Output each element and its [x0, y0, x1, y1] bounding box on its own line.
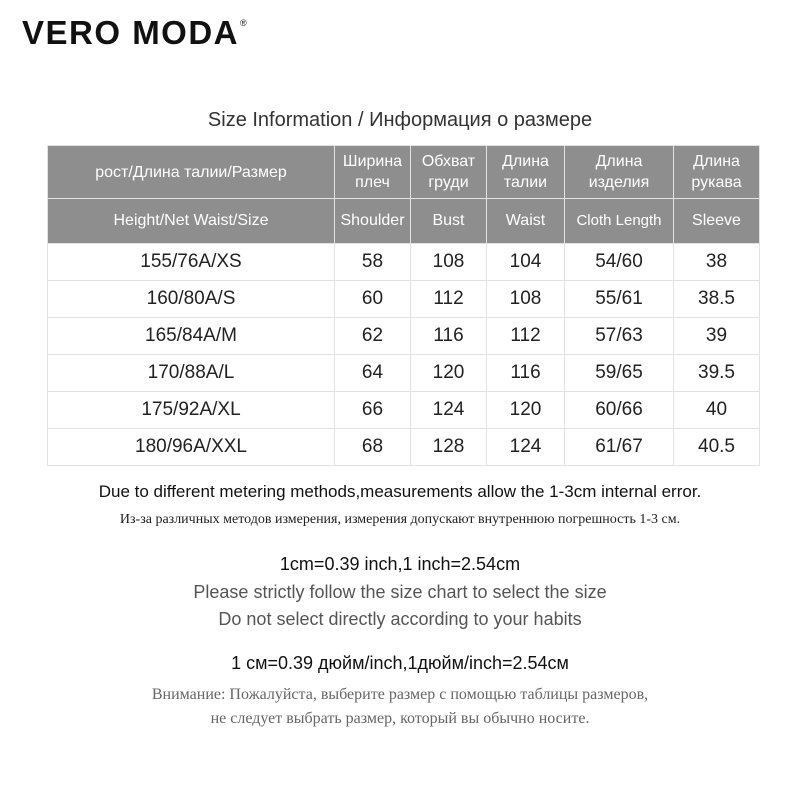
- brand-logo: [22, 14, 248, 52]
- warning-ru-line-2: не следует выбрать размер, который вы обычно носите.: [210, 710, 590, 727]
- cell-shoulder: 68: [335, 429, 411, 466]
- cell-sleeve: 39: [674, 318, 760, 355]
- cell-sleeve: 38: [674, 244, 760, 281]
- header-ru-waist: Длина талии: [487, 146, 565, 199]
- cell-sleeve: 40: [674, 392, 760, 429]
- cell-shoulder: 64: [335, 355, 411, 392]
- cell-bust: 128: [411, 429, 487, 466]
- header-ru-sleeve: Длина рукава: [674, 146, 760, 199]
- cell-bust: 124: [411, 392, 487, 429]
- brand-name: VERO MODA: [22, 14, 240, 51]
- cell-bust: 120: [411, 355, 487, 392]
- cell-size: 155/76A/XS: [48, 244, 335, 281]
- header-en-bust: Bust: [411, 199, 487, 244]
- table-header-en: [48, 199, 760, 244]
- cell-sleeve: 40.5: [674, 429, 760, 466]
- cell-length: 61/67: [565, 429, 674, 466]
- table-row: [48, 318, 760, 355]
- cell-length: 59/65: [565, 355, 674, 392]
- header-ru-shoulder: Ширина плеч: [335, 146, 411, 199]
- cell-size: 170/88A/L: [48, 355, 335, 392]
- cell-shoulder: 58: [335, 244, 411, 281]
- warning-ru-line-1: Внимание: Пожалуйста, выберите размер с помощью таблицы размеров,: [151, 686, 649, 703]
- cell-size: 180/96A/XXL: [48, 429, 335, 466]
- table-row: [48, 244, 760, 281]
- cell-bust: 108: [411, 244, 487, 281]
- cell-size: 175/92A/XL: [48, 392, 335, 429]
- header-en-waist: Waist: [487, 199, 565, 244]
- page-title: Size Information / Информация о размере: [207, 109, 593, 131]
- header-en-size: Height/Net Waist/Size: [48, 199, 335, 244]
- cell-size: 165/84A/M: [48, 318, 335, 355]
- cell-waist: 108: [487, 281, 565, 318]
- cell-bust: 112: [411, 281, 487, 318]
- table-row: [48, 392, 760, 429]
- cell-bust: 116: [411, 318, 487, 355]
- cell-waist: 124: [487, 429, 565, 466]
- cell-length: 54/60: [565, 244, 674, 281]
- conversion-note-en: 1cm=0.39 inch,1 inch=2.54cm: [279, 554, 521, 574]
- header-en-sleeve: Sleeve: [674, 199, 760, 244]
- cell-shoulder: 66: [335, 392, 411, 429]
- header-ru-size: рост/Длина талии/Размер: [48, 146, 335, 199]
- cell-sleeve: 39.5: [674, 355, 760, 392]
- cell-shoulder: 62: [335, 318, 411, 355]
- header-ru-length: Длина изделия: [565, 146, 674, 199]
- header-ru-bust: Обхват груди: [411, 146, 487, 199]
- cell-length: 60/66: [565, 392, 674, 429]
- header-en-length: Cloth Length: [565, 199, 674, 244]
- conversion-note-ru: 1 см=0.39 дюйм/inch,1дюйм/inch=2.54см: [231, 653, 569, 673]
- cell-waist: 104: [487, 244, 565, 281]
- cell-length: 57/63: [565, 318, 674, 355]
- table-row: [48, 429, 760, 466]
- header-en-shoulder: Shoulder: [335, 199, 411, 244]
- advice-line-1: Please strictly follow the size chart to select the size: [193, 582, 607, 602]
- registered-mark: ®: [240, 18, 249, 28]
- cell-waist: 116: [487, 355, 565, 392]
- cell-waist: 112: [487, 318, 565, 355]
- table-row: [48, 281, 760, 318]
- size-table: [47, 145, 760, 466]
- cell-size: 160/80A/S: [48, 281, 335, 318]
- error-note-ru: Из-за различных методов измерения, измерения допускают внутреннюю погрешность 1-3 см.: [119, 512, 681, 527]
- cell-length: 55/61: [565, 281, 674, 318]
- cell-shoulder: 60: [335, 281, 411, 318]
- cell-sleeve: 38.5: [674, 281, 760, 318]
- advice-line-2: Do not select directly according to your habits: [218, 609, 582, 629]
- table-row: [48, 355, 760, 392]
- error-note-en: Due to different metering methods,measurements allow the 1-3cm internal error.: [98, 482, 702, 501]
- table-header-ru: [48, 146, 760, 199]
- cell-waist: 120: [487, 392, 565, 429]
